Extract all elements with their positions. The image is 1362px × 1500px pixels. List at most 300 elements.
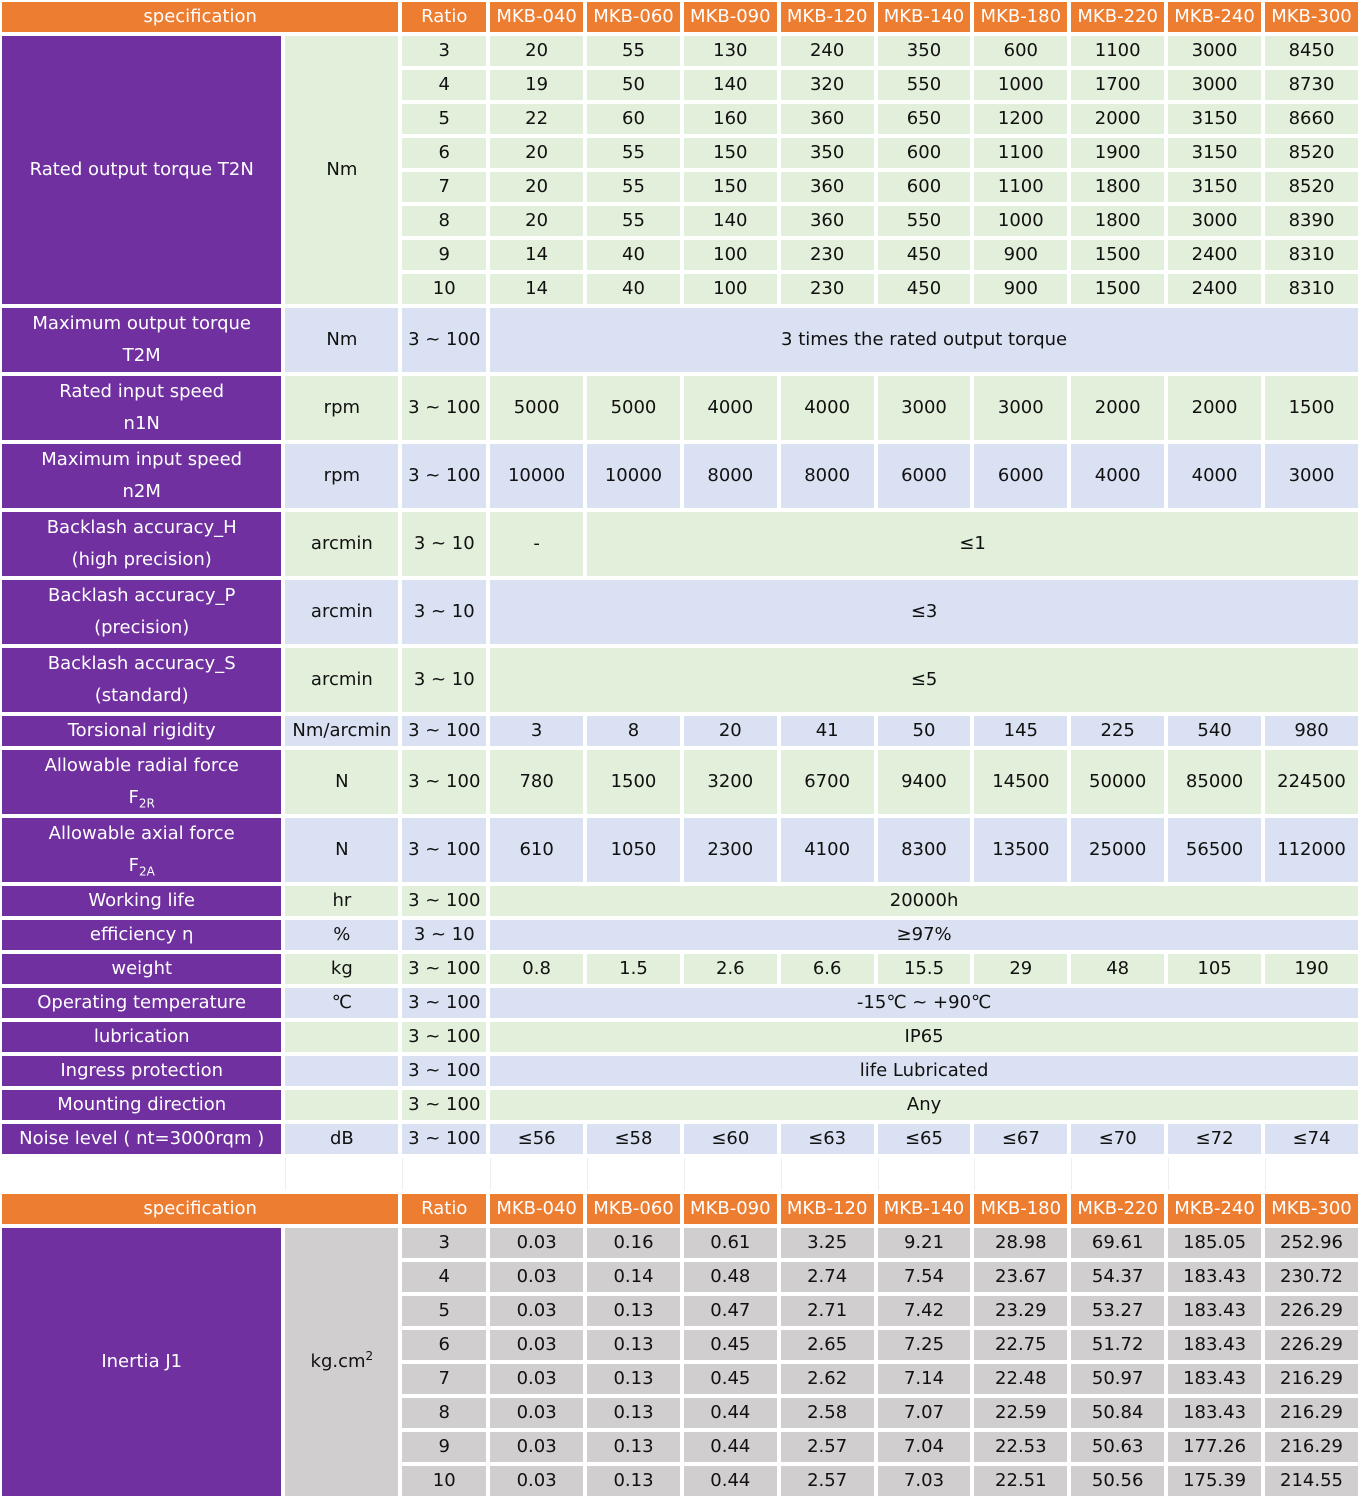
label-line-1: Allowable radial force — [44, 755, 239, 776]
value-cell: 55 — [587, 172, 680, 202]
value-cell: 0.03 — [490, 1364, 583, 1394]
spacer-cell — [402, 1158, 486, 1190]
ratio-cell: 3 ~ 100 — [402, 1124, 486, 1154]
value-cell: 1500 — [1071, 240, 1164, 270]
noise-row — [2, 1124, 1358, 1154]
value-cell: 1800 — [1071, 206, 1164, 236]
ratio-cell: 3 ~ 100 — [402, 1022, 486, 1052]
inertia-row — [2, 1228, 1358, 1258]
value-cell: 3 — [490, 716, 583, 746]
value-cell: 2400 — [1168, 240, 1261, 270]
value-cell: 55 — [587, 206, 680, 236]
backlash-s-row-label — [2, 648, 281, 712]
value-cell: 14500 — [974, 750, 1067, 814]
value-cell: 183.43 — [1168, 1398, 1261, 1428]
efficiency-row-label: efficiency η — [2, 920, 281, 950]
value-cell: 0.03 — [490, 1262, 583, 1292]
label-line-2 — [2, 850, 281, 882]
value-cell: 150 — [684, 138, 777, 168]
value-cell: 1500 — [587, 750, 680, 814]
value-cell: 3000 — [878, 376, 971, 440]
model-header: MKB-180 — [974, 1194, 1067, 1224]
value-cell: 2.71 — [781, 1296, 874, 1326]
value-cell: 0.13 — [587, 1330, 680, 1360]
value-cell: 3.25 — [781, 1228, 874, 1258]
value-cell: ≤56 — [490, 1124, 583, 1154]
model-header: MKB-240 — [1168, 1194, 1261, 1224]
value-cell: 216.29 — [1265, 1432, 1358, 1462]
value-cell: 5000 — [587, 376, 680, 440]
unit-cell: Nm/arcmin — [285, 716, 398, 746]
value-cell: 112000 — [1265, 818, 1358, 882]
value-cell: 1500 — [1071, 274, 1164, 304]
value-cell: 177.26 — [1168, 1432, 1261, 1462]
label-line-2: n1N — [123, 413, 160, 434]
unit-cell: N — [285, 750, 398, 814]
value-cell: 0.48 — [684, 1262, 777, 1292]
value-cell: ≤63 — [781, 1124, 874, 1154]
value-cell: 1.5 — [587, 954, 680, 984]
unit-cell: arcmin — [285, 512, 398, 576]
spacer-cell — [684, 1158, 777, 1190]
value-cell: 900 — [974, 274, 1067, 304]
value-cell: 1100 — [974, 172, 1067, 202]
rated-torque-label: Rated output torque T2N — [2, 36, 281, 304]
value-cell: 8310 — [1265, 240, 1358, 270]
merged-value-cell: -15℃ ~ +90℃ — [490, 988, 1358, 1018]
value-cell: 1700 — [1071, 70, 1164, 100]
model-header: MKB-140 — [878, 1194, 971, 1224]
value-cell: 226.29 — [1265, 1296, 1358, 1326]
value-cell: 3150 — [1168, 172, 1261, 202]
value-cell: 100 — [684, 274, 777, 304]
mounting-row-label: Mounting direction — [2, 1090, 281, 1120]
value-cell: 216.29 — [1265, 1364, 1358, 1394]
max-torque-row-label — [2, 308, 281, 372]
value-cell: 450 — [878, 274, 971, 304]
value-cell: 7.54 — [878, 1262, 971, 1292]
value-cell: 183.43 — [1168, 1296, 1261, 1326]
axial-force-row — [2, 818, 1358, 882]
value-cell: 7.07 — [878, 1398, 971, 1428]
value-cell: 8300 — [878, 818, 971, 882]
value-cell: 0.13 — [587, 1432, 680, 1462]
ratio-cell: 9 — [402, 240, 486, 270]
subscript: 2R — [138, 796, 155, 811]
value-cell: 7.42 — [878, 1296, 971, 1326]
backlash-h-row — [2, 512, 1358, 576]
value-cell: 0.03 — [490, 1398, 583, 1428]
value-cell: 0.47 — [684, 1296, 777, 1326]
unit-cell: arcmin — [285, 648, 398, 712]
torsional-row-label: Torsional rigidity — [2, 716, 281, 746]
model-header: MKB-120 — [781, 2, 874, 32]
value-cell: 320 — [781, 70, 874, 100]
value-cell: 4100 — [781, 818, 874, 882]
table1-header-row — [2, 2, 1358, 32]
merged-value-cell: ≤1 — [587, 512, 1358, 576]
value-cell: 22.53 — [974, 1432, 1067, 1462]
max-speed-row-label — [2, 444, 281, 508]
model-header: MKB-060 — [587, 1194, 680, 1224]
value-cell: 55 — [587, 138, 680, 168]
efficiency-row — [2, 920, 1358, 950]
noise-row-label: Noise level ( nt=3000rqm ) — [2, 1124, 281, 1154]
value-cell: 183.43 — [1168, 1364, 1261, 1394]
value-cell: 54.37 — [1071, 1262, 1164, 1292]
value-cell: 14 — [490, 240, 583, 270]
model-header: MKB-240 — [1168, 2, 1261, 32]
value-cell: 0.44 — [684, 1398, 777, 1428]
label-line-1: Backlash accuracy_S — [47, 653, 236, 674]
value-cell: 0.03 — [490, 1330, 583, 1360]
value-cell: 13500 — [974, 818, 1067, 882]
label-line-1: Maximum input speed — [41, 449, 243, 470]
unit-main: kg.cm — [310, 1351, 366, 1372]
merged-value-cell: 3 times the rated output torque — [490, 308, 1358, 372]
lubrication-row-label: lubrication — [2, 1022, 281, 1052]
value-cell: 224500 — [1265, 750, 1358, 814]
ratio-cell: 8 — [402, 1398, 486, 1428]
label-line-2: (standard) — [94, 685, 189, 706]
value-cell: ≤67 — [974, 1124, 1067, 1154]
unit-cell — [285, 1022, 398, 1052]
radial-force-row-label — [2, 750, 281, 814]
value-cell: - — [490, 512, 583, 576]
value-cell: 240 — [781, 36, 874, 66]
ratio-cell: 3 ~ 100 — [402, 750, 486, 814]
value-cell: 2.62 — [781, 1364, 874, 1394]
max-torque-row — [2, 308, 1358, 372]
symbol: F — [128, 787, 139, 808]
ratio-header: Ratio — [402, 2, 486, 32]
value-cell: 40 — [587, 274, 680, 304]
model-header: MKB-220 — [1071, 1194, 1164, 1224]
value-cell: 50 — [587, 70, 680, 100]
label-line-1: Maximum output torque — [32, 313, 251, 334]
working-life-row-label: Working life — [2, 886, 281, 916]
temperature-row — [2, 988, 1358, 1018]
value-cell: 900 — [974, 240, 1067, 270]
ingress-row-label: Ingress protection — [2, 1056, 281, 1086]
label-line-2: T2M — [122, 345, 161, 366]
unit-cell: N — [285, 818, 398, 882]
spacer-cell — [974, 1158, 1067, 1190]
value-cell: 3000 — [1168, 36, 1261, 66]
lubrication-row — [2, 1022, 1358, 1052]
value-cell: 1000 — [974, 206, 1067, 236]
ratio-cell: 7 — [402, 1364, 486, 1394]
value-cell: 0.13 — [587, 1296, 680, 1326]
model-header: MKB-180 — [974, 2, 1067, 32]
value-cell: 2000 — [1071, 104, 1164, 134]
backlash-h-row-label — [2, 512, 281, 576]
value-cell: 550 — [878, 70, 971, 100]
model-header: MKB-090 — [684, 1194, 777, 1224]
value-cell: 600 — [974, 36, 1067, 66]
model-header: MKB-090 — [684, 2, 777, 32]
value-cell: 0.45 — [684, 1364, 777, 1394]
value-cell: 8520 — [1265, 138, 1358, 168]
value-cell: 8730 — [1265, 70, 1358, 100]
label-line-1: Backlash accuracy_P — [48, 585, 236, 606]
unit-cell — [285, 1228, 398, 1496]
value-cell: 150 — [684, 172, 777, 202]
backlash-p-row — [2, 580, 1358, 644]
unit-cell: Nm — [285, 308, 398, 372]
value-cell: 360 — [781, 206, 874, 236]
value-cell: 2.74 — [781, 1262, 874, 1292]
value-cell: 175.39 — [1168, 1466, 1261, 1496]
table2-header-row — [2, 1194, 1358, 1224]
value-cell: 350 — [781, 138, 874, 168]
value-cell: 3000 — [1168, 206, 1261, 236]
value-cell: 600 — [878, 172, 971, 202]
value-cell: 2000 — [1168, 376, 1261, 440]
ratio-cell: 3 — [402, 36, 486, 66]
value-cell: 140 — [684, 206, 777, 236]
ratio-cell: 3 ~ 100 — [402, 886, 486, 916]
ratio-cell: 8 — [402, 206, 486, 236]
label-line-1: Allowable axial force — [48, 823, 235, 844]
max-speed-row — [2, 444, 1358, 508]
radial-force-row — [2, 750, 1358, 814]
ratio-cell: 7 — [402, 172, 486, 202]
value-cell: 22 — [490, 104, 583, 134]
value-cell: 5000 — [490, 376, 583, 440]
value-cell: 8000 — [684, 444, 777, 508]
ratio-cell: 3 ~ 100 — [402, 444, 486, 508]
value-cell: 8 — [587, 716, 680, 746]
value-cell: 9.21 — [878, 1228, 971, 1258]
ratio-cell: 3 ~ 10 — [402, 648, 486, 712]
ratio-cell: 9 — [402, 1432, 486, 1462]
value-cell: 4000 — [1071, 444, 1164, 508]
value-cell: 2.58 — [781, 1398, 874, 1428]
value-cell: 600 — [878, 138, 971, 168]
value-cell: 105 — [1168, 954, 1261, 984]
value-cell: 50 — [878, 716, 971, 746]
value-cell: 183.43 — [1168, 1262, 1261, 1292]
unit-cell: Nm — [285, 36, 398, 304]
value-cell: 450 — [878, 240, 971, 270]
ratio-cell: 3 ~ 10 — [402, 512, 486, 576]
model-header: MKB-300 — [1265, 2, 1358, 32]
value-cell: 252.96 — [1265, 1228, 1358, 1258]
ratio-cell: 5 — [402, 1296, 486, 1326]
value-cell: 190 — [1265, 954, 1358, 984]
value-cell: 225 — [1071, 716, 1164, 746]
ratio-cell: 3 ~ 100 — [402, 1056, 486, 1086]
ratio-cell: 3 ~ 100 — [402, 954, 486, 984]
value-cell: 53.27 — [1071, 1296, 1164, 1326]
value-cell: 0.13 — [587, 1398, 680, 1428]
value-cell: 2000 — [1071, 376, 1164, 440]
ratio-cell: 4 — [402, 1262, 486, 1292]
torque-row — [2, 36, 1358, 66]
value-cell: 0.03 — [490, 1432, 583, 1462]
value-cell: 3000 — [1265, 444, 1358, 508]
spacer-cell — [1071, 1158, 1164, 1190]
merged-value-cell: ≤5 — [490, 648, 1358, 712]
unit-cell: rpm — [285, 376, 398, 440]
value-cell: 183.43 — [1168, 1330, 1261, 1360]
value-cell: 1050 — [587, 818, 680, 882]
ratio-cell: 5 — [402, 104, 486, 134]
merged-value-cell: life Lubricated — [490, 1056, 1358, 1086]
value-cell: 2400 — [1168, 274, 1261, 304]
value-cell: 216.29 — [1265, 1398, 1358, 1428]
value-cell: 20 — [490, 172, 583, 202]
value-cell: 8000 — [781, 444, 874, 508]
model-header: MKB-040 — [490, 1194, 583, 1224]
model-header: MKB-120 — [781, 1194, 874, 1224]
ratio-cell: 10 — [402, 274, 486, 304]
unit-cell: % — [285, 920, 398, 950]
ratio-cell: 6 — [402, 1330, 486, 1360]
spec-header: specification — [2, 2, 398, 32]
value-cell: 2.57 — [781, 1432, 874, 1462]
value-cell: 50.97 — [1071, 1364, 1164, 1394]
model-header: MKB-220 — [1071, 2, 1164, 32]
ratio-cell: 3 — [402, 1228, 486, 1258]
unit-superscript: 2 — [365, 1349, 374, 1363]
value-cell: 230 — [781, 240, 874, 270]
value-cell: ≤60 — [684, 1124, 777, 1154]
unit-cell: ℃ — [285, 988, 398, 1018]
unit-cell: arcmin — [285, 580, 398, 644]
subscript: 2A — [138, 864, 155, 879]
label-line-2: (precision) — [94, 617, 190, 638]
value-cell: 0.16 — [587, 1228, 680, 1258]
spacer-cell — [1265, 1158, 1358, 1190]
value-cell: 185.05 — [1168, 1228, 1261, 1258]
weight-row-label: weight — [2, 954, 281, 984]
value-cell: 214.55 — [1265, 1466, 1358, 1496]
label-line-2 — [2, 782, 281, 814]
axial-force-row-label — [2, 818, 281, 882]
label-line-1: Rated input speed — [59, 381, 225, 402]
value-cell: 6000 — [974, 444, 1067, 508]
spacer-cell — [587, 1158, 680, 1190]
merged-value-cell: ≤3 — [490, 580, 1358, 644]
model-header: MKB-060 — [587, 2, 680, 32]
value-cell: 980 — [1265, 716, 1358, 746]
value-cell: 540 — [1168, 716, 1261, 746]
value-cell: 130 — [684, 36, 777, 66]
value-cell: 10000 — [490, 444, 583, 508]
value-cell: ≤72 — [1168, 1124, 1261, 1154]
label-line-1: Backlash accuracy_H — [46, 517, 237, 538]
value-cell: 25000 — [1071, 818, 1164, 882]
value-cell: 350 — [878, 36, 971, 66]
value-cell: 0.61 — [684, 1228, 777, 1258]
ratio-cell: 3 ~ 100 — [402, 818, 486, 882]
value-cell: 85000 — [1168, 750, 1261, 814]
spacer-cell — [878, 1158, 971, 1190]
ratio-cell: 4 — [402, 70, 486, 100]
value-cell: 0.13 — [587, 1364, 680, 1394]
value-cell: 360 — [781, 172, 874, 202]
value-cell: 51.72 — [1071, 1330, 1164, 1360]
value-cell: 3150 — [1168, 138, 1261, 168]
unit-cell: dB — [285, 1124, 398, 1154]
temperature-row-label: Operating temperature — [2, 988, 281, 1018]
ingress-row — [2, 1056, 1358, 1086]
value-cell: 15.5 — [878, 954, 971, 984]
value-cell: 145 — [974, 716, 1067, 746]
value-cell: 4000 — [1168, 444, 1261, 508]
value-cell: 3000 — [1168, 70, 1261, 100]
working-life-row — [2, 886, 1358, 916]
value-cell: 1800 — [1071, 172, 1164, 202]
value-cell: 2300 — [684, 818, 777, 882]
value-cell: 8660 — [1265, 104, 1358, 134]
value-cell: ≤74 — [1265, 1124, 1358, 1154]
model-header: MKB-040 — [490, 2, 583, 32]
ratio-cell: 3 ~ 100 — [402, 988, 486, 1018]
value-cell: 0.13 — [587, 1466, 680, 1496]
value-cell: 3000 — [974, 376, 1067, 440]
value-cell: 50.84 — [1071, 1398, 1164, 1428]
value-cell: 40 — [587, 240, 680, 270]
value-cell: 41 — [781, 716, 874, 746]
value-cell: 20 — [490, 138, 583, 168]
label-line-2: (high precision) — [71, 549, 212, 570]
value-cell: 1100 — [974, 138, 1067, 168]
value-cell: 7.03 — [878, 1466, 971, 1496]
spacer-cell — [1168, 1158, 1261, 1190]
value-cell: 8390 — [1265, 206, 1358, 236]
value-cell: 1500 — [1265, 376, 1358, 440]
value-cell: 100 — [684, 240, 777, 270]
value-cell: ≤58 — [587, 1124, 680, 1154]
merged-value-cell: Any — [490, 1090, 1358, 1120]
value-cell: 14 — [490, 274, 583, 304]
unit-cell — [285, 1090, 398, 1120]
value-cell: 19 — [490, 70, 583, 100]
value-cell: 50.63 — [1071, 1432, 1164, 1462]
ratio-cell: 10 — [402, 1466, 486, 1496]
value-cell: 3150 — [1168, 104, 1261, 134]
value-cell: 1200 — [974, 104, 1067, 134]
value-cell: 60 — [587, 104, 680, 134]
value-cell: 0.03 — [490, 1466, 583, 1496]
value-cell: 8310 — [1265, 274, 1358, 304]
rated-speed-row-label — [2, 376, 281, 440]
spec-header: specification — [2, 1194, 398, 1224]
value-cell: 8450 — [1265, 36, 1358, 66]
value-cell: 0.45 — [684, 1330, 777, 1360]
value-cell: 20 — [490, 36, 583, 66]
rated-speed-row — [2, 376, 1358, 440]
value-cell: 7.14 — [878, 1364, 971, 1394]
value-cell: 1900 — [1071, 138, 1164, 168]
value-cell: 8520 — [1265, 172, 1358, 202]
ratio-cell: 3 ~ 10 — [402, 920, 486, 950]
value-cell: 23.29 — [974, 1296, 1067, 1326]
value-cell: 69.61 — [1071, 1228, 1164, 1258]
value-cell: 4000 — [781, 376, 874, 440]
value-cell: 230.72 — [1265, 1262, 1358, 1292]
model-header: MKB-300 — [1265, 1194, 1358, 1224]
value-cell: 22.48 — [974, 1364, 1067, 1394]
value-cell: 23.67 — [974, 1262, 1067, 1292]
spacer-row — [2, 1158, 1358, 1190]
ratio-cell: 3 ~ 10 — [402, 580, 486, 644]
value-cell: 3200 — [684, 750, 777, 814]
value-cell: 360 — [781, 104, 874, 134]
